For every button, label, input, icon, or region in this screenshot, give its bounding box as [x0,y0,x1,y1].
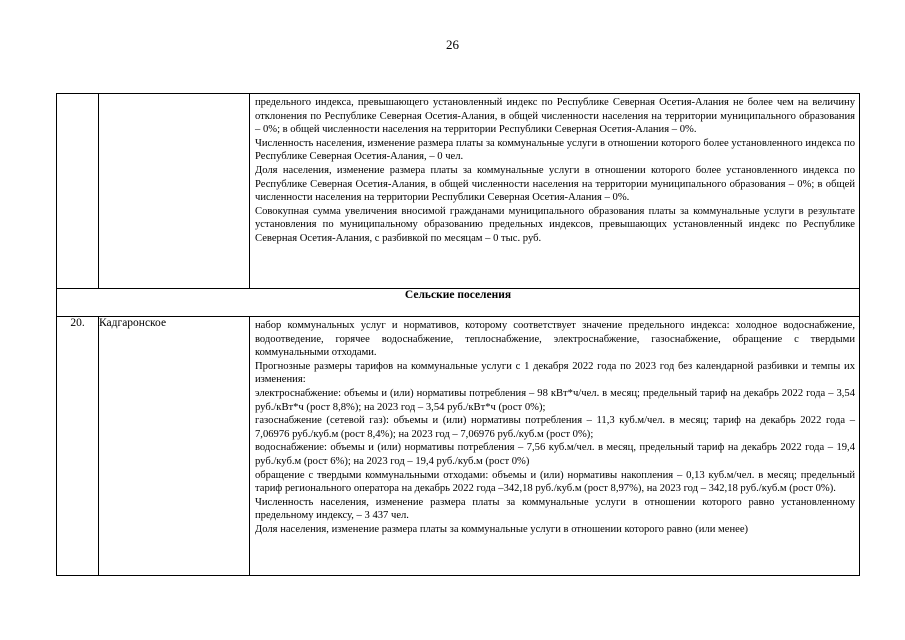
table-row [57,94,860,289]
section-header: Сельские поселения [57,289,860,317]
paragraph: набор коммунальных услуг и нормативов, которому соответствует значение предельного индекса: холодное водоснабжение, водоотведение, горячее водоснабжение, теплоснабжение, электроснабжение, газоснабжение, обращение с твердыми коммунальными отходами. [255,320,855,359]
paragraph: Доля населения, изменение размера платы за коммунальные услуги в отношении которого более установленного индекса по Республике Северная Осетия-Алания, в общей численности населения на территории муниципального образования – 0%; в общей численности населения на территории Республики Северная Осетия-Алания – 0%. [255,164,855,204]
row-name-cell [99,94,250,289]
data-table [56,93,860,576]
section-header-row [57,289,860,317]
paragraph: Совокупная сумма увеличения вносимой гражданами муниципального образования платы за коммунальные услуги в результате установления по муниципальному образованию предельных индексов, превышающих установленный индекс по Республике Северная Осетия-Алания, с разбивкой по месяцам – 0 тыс. руб. [255,205,855,244]
row-number-cell: 20. [57,317,99,576]
row-name-cell: Кадгаронское [99,317,250,576]
paragraph: предельного индекса, превышающего установленный индекс по Республике Северная Осетия-Алания не более чем на величину отклонения по Республике Северная Осетия-Алания, в общей численности населения на территории муниципального образования – 0%; в общей численности населения на территории Республики Северная Осетия-Алания – 0%. [255,97,855,136]
page-number: 26 [446,37,459,52]
paragraph: водоснабжение: объемы и (или) нормативы потребления – 7,56 куб.м/чел. в месяц, предельный тариф на декабрь 2022 года – 19,4 руб./куб.м (рост 6%); на 2023 год – 19,4 руб./куб.м (рост 0%) [255,442,855,467]
paragraph: Численность населения, изменение размера платы за коммунальные услуги в отношении которого равно установленному предельному индексу, – 3 437 чел. [255,496,855,522]
row-description-cell [250,94,860,289]
row-number-cell [57,94,99,289]
paragraph: обращение с твердыми коммунальными отходами: объемы и (или) нормативы накопления – 0,13 куб.м/чел. в месяц; предельный тариф регионального оператора на декабрь 2022 года –342,18 руб./куб.м (рост 8,97%), на 2023 год – 342,18 руб./куб.м (рост 0%). [255,469,855,495]
paragraph: электроснабжение: объемы и (или) нормативы потребления – 98 кВт*ч/чел. в месяц; предельный тариф на декабрь 2022 года – 3,54 руб./кВт*ч (рост 8,8%); на 2023 год – 3,54 руб./кВт*ч (рост 0%); [255,387,855,413]
row-description-cell [250,317,860,576]
table-row [57,317,860,576]
paragraph: Прогнозные размеры тарифов на коммунальные услуги с 1 декабря 2022 года по 2023 год без календарной разбивки и темпы их изменения: [255,360,855,386]
paragraph: Численность населения, изменение размера платы за коммунальные услуги в отношении которого более установленного индекса по Республике Северная Осетия-Алания, – 0 чел. [255,137,855,163]
paragraph: Доля населения, изменение размера платы за коммунальные услуги в отношении которого равно (или менее) [255,523,749,535]
paragraph: газоснабжение (сетевой газ): объемы и (или) нормативы потребления – 11,3 куб.м/чел. в месяц; тариф на декабрь 2022 года – 7,06976 руб./куб.м (рост 8,4%); на 2023 год – 7,06976 руб./куб.м (рост 0%); [255,415,855,440]
